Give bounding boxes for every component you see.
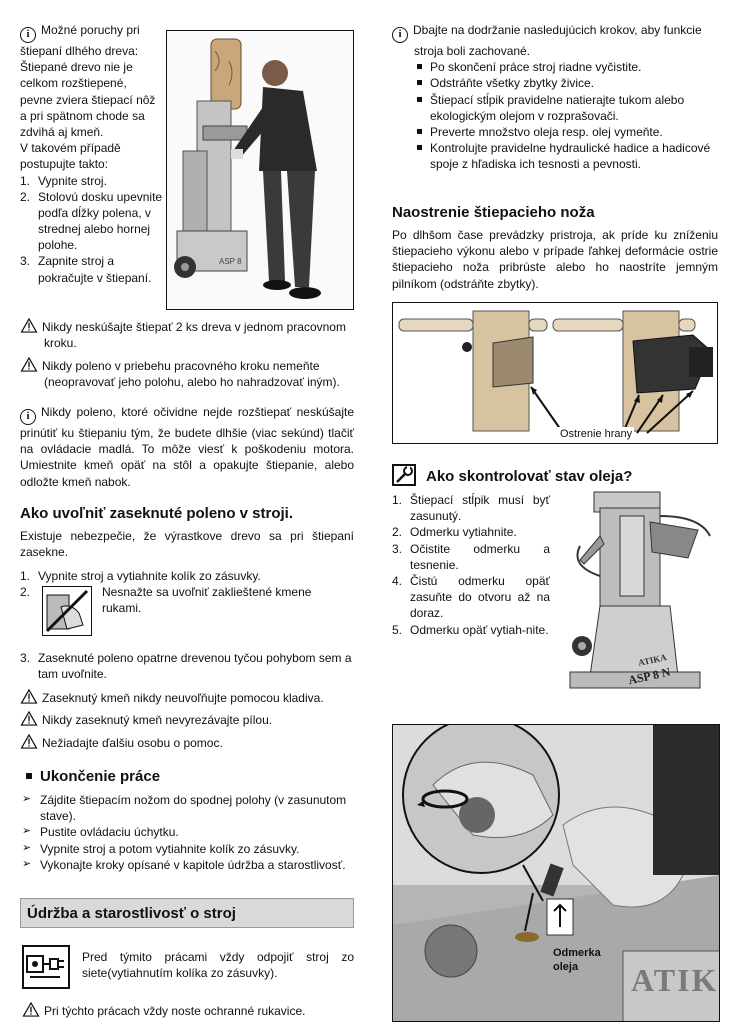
info-icon: i <box>20 409 36 425</box>
info1-line: postupujte takto: <box>20 157 109 172</box>
list-item: 2. Stolovú dosku upevnite podľa dĺžky polena, v strednej alebo hornej polohe. <box>20 189 163 253</box>
svg-text:ASP 8: ASP 8 <box>219 257 242 266</box>
list-item: Odstráňte všetky zbytky živice. <box>414 75 722 91</box>
list-item: ➢ Vypnite stroj a potom vytiahnite kolík zo zásuvky. <box>22 841 354 857</box>
photo-operator-splitter <box>166 30 354 310</box>
list-item: ➢ Zájdite štiepacím nožom do spodnej polohy (v zasunutom stave). <box>22 792 354 824</box>
list-item: 1. Štiepací stĺpik musí byť zasunutý. <box>392 493 550 524</box>
list-item: 4. Čistú odmerku opäť zasuňte do otvoru až na doraz. <box>392 573 550 621</box>
list-item: Štiepací stĺpik pravidelne natierajte tukom alebo ekologickým olejom v rozprašovači. <box>414 92 722 124</box>
info-icon: i <box>392 27 408 43</box>
list-item: ➢ Pustite ovládaciu úchytku. <box>22 824 354 840</box>
warning-icon <box>20 689 38 704</box>
info1-line: Štiepané drevo nie je <box>20 60 133 75</box>
info-long-wood <box>20 22 170 286</box>
warning-icon <box>20 734 38 749</box>
list-item: 3. Zaseknuté poleno opatrne drevenou tyčou pohybom sem a tam uvoľnite. <box>20 651 352 682</box>
edges-caption: Ostrenie hrany <box>560 428 633 440</box>
maintenance-unplug-text: Pred týmito prácami vždy odpojiť stroj zo siete(vytiahnutím kolíka zo zásuvky). <box>82 950 354 981</box>
photo-sharpen-edges <box>392 302 718 444</box>
maintenance-heading: Údržba a starostlivosť o stroj <box>27 905 236 922</box>
list-item: 5. Odmerku opäť vytiah-nite. <box>392 622 549 637</box>
list-item: ➢ Vykonajte kroky opísané v kapitole údržba a starostlivosť. <box>22 857 354 873</box>
stuck-log-intro: Existuje nebezpečie, že výrastkove drevo sa pri štiepaní zasekne. <box>20 529 354 560</box>
list-item: 3. Zapnite stroj a pokračujte v štiepaní. <box>20 254 152 285</box>
stuck-log-steps <box>20 568 354 683</box>
list-item: 3. Očistite odmerku a tesnenie. <box>392 541 550 572</box>
end-work-list <box>22 792 354 873</box>
warning-icon <box>20 711 38 726</box>
info1-line: celkom rozštiepené, <box>20 76 127 91</box>
info-do-not-force: i Nikdy poleno, ktoré očividne nejde rozštiepať neskúšajte prinútiť ku štiepaniu tým, že budete dlhšie (viac sekúnd) tlačiť na ovládacie madlá. To môže viesť k poškodeniu motora. Umiestnite kmeň opäť na stôl a opakujte štiepanie, alebo odložte kmeň nabok. <box>20 405 354 489</box>
sharpen-text: Po dlhšom čase prevádzky pristroja, ak príde ku zníženiu štiepacieho výkonu alebo v prípade ľahkej deformácie ostrie štiepacieho noža pribrúste alebo ho naostríte jemným pilníkom (odstráňte zbytky). <box>392 228 718 291</box>
list-item: 1. Vypnite stroj a vytiahnite kolík zo zásuvky. <box>20 569 261 583</box>
info1-line: štiepaní dlhého dreva: <box>20 44 139 58</box>
warning-icon <box>20 318 38 333</box>
bullet-square-icon <box>26 773 32 779</box>
info-icon: i <box>20 27 36 43</box>
warning-do-not-change-log: Nikdy poleno v priebehu pracovného kroku nemeňte (neopravovať jeho polohu, alebo ho nahradzovať iným). <box>20 357 354 390</box>
unplug-pictogram <box>22 945 70 989</box>
info1-line: a pri spätnom chode sa <box>20 108 145 123</box>
maintenance-heading-bar <box>20 898 354 928</box>
care-list <box>392 59 722 172</box>
warning-no-hammer: Zaseknutý kmeň nikdy neuvoľňujte pomocou kladiva. <box>20 689 354 706</box>
list-item: 2. Nesnažte sa uvoľniť zaklieštené kmene rukami. <box>20 584 354 640</box>
oil-heading: Ako skontrolovať stav oleja? <box>426 468 633 485</box>
warning-no-saw: Nikdy zaseknutý kmeň nevyrezávajte pílou. <box>20 711 354 728</box>
no-hands-pictogram <box>42 586 92 636</box>
warning-icon <box>22 1002 40 1017</box>
list-item: Kontrolujte pravidelne hydraulické hadice a hadicové spoje z hľadiska ich tesnosti a pevnosti. <box>414 140 722 172</box>
list-item: Po skončení práce stroj riadne vyčistite. <box>414 59 722 75</box>
warning-two-logs: Nikdy neskúšajte štiepať 2 ks dreva v jednom pracovnom kroku. <box>20 318 354 351</box>
dipstick-label: Odmerka oleja <box>553 947 601 973</box>
list-item: 2. Odmerku vytiahnite. <box>392 525 517 540</box>
info1-line: pevne zviera štiepací nôž <box>20 92 156 107</box>
warning-icon <box>20 357 38 372</box>
list-item: 1. Vypnite stroj. <box>20 173 107 188</box>
photo-brand-text: ATIK <box>631 962 719 998</box>
machine-brand-label: ATIKA <box>637 652 668 668</box>
end-work-heading: Ukončenie práce <box>24 767 354 787</box>
wrench-icon <box>392 464 416 486</box>
machine-model-label: ASP 8 N <box>626 664 672 688</box>
info1-line: V takovém případě <box>20 141 121 156</box>
info1-line: zdvihá aj kmeň. <box>20 124 104 139</box>
info-care: i Dbajte na dodržanie nasledujúcich krokov, aby funkcie stroja boli zachované. Po skončení práce stroj riadne vyčistite. Odstráňte všetky zbytky živice. Štiepací stĺpik pravidelne natierajte tukom alebo ekologickým olejom v rozprašovači. Preverte množstvo oleja resp. olej vymeňte. Kontrolujte pravidelne hydraulické hadice a hadicové spoje z hľadiska ich tesnosti a pevnosti. <box>392 22 722 173</box>
warning-no-help: Nežiadajte ďalšiu osobu o pomoc. <box>20 734 354 751</box>
list-item: Preverte množstvo oleja resp. olej vymeňte. <box>414 124 722 140</box>
sharpen-heading: Naostrenie štiepacieho noža <box>392 204 595 221</box>
photo-dipstick <box>392 724 720 1022</box>
info1-line: Možné poruchy pri <box>41 23 140 37</box>
stuck-log-heading: Ako uvoľniť zaseknuté poleno v stroji. <box>20 505 294 522</box>
machine-illustration <box>560 486 720 708</box>
oil-steps <box>392 492 550 638</box>
warning-gloves: Pri týchto prácach vždy noste ochranné rukavice. <box>22 1002 356 1019</box>
